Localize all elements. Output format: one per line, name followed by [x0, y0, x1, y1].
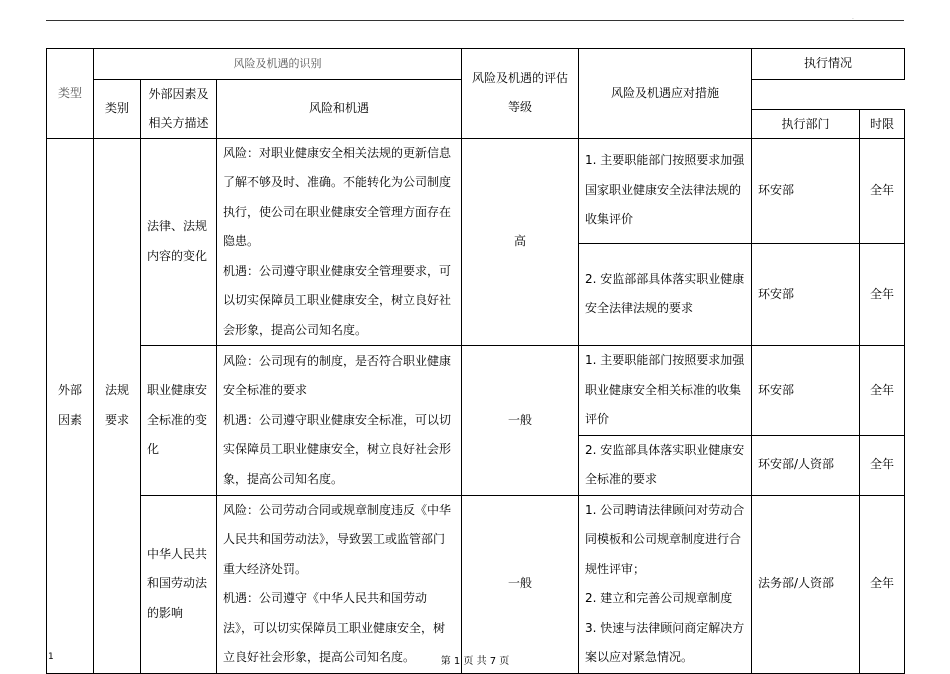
header-risk-opportunity: 风险和机遇: [217, 79, 462, 138]
deadline-cell: 全年: [860, 346, 905, 436]
factor-cell: 职业健康安全标准的变化: [141, 346, 217, 496]
measure-cell: 2. 安监部部具体落实职业健康安全法律法规的要求: [579, 243, 752, 345]
deadline-cell: 全年: [860, 138, 905, 243]
exec-dept-cell: 环安部: [752, 243, 860, 345]
page-number: 第 1 页 共 7 页: [440, 656, 510, 667]
risk-text: 风险：公司劳动合同或规章制度违反《中华人民共和国劳动法》，导致罢工或监管部门重大经济处罚。: [223, 502, 452, 576]
header-deadline: 时限: [860, 109, 905, 138]
opportunity-text: 机遇：公司遵守职业健康安全管理要求，可以切实保障员工职业健康安全，树立良好社会形象，提高公司知名度。: [223, 263, 452, 337]
exec-dept-cell: 环安部: [752, 138, 860, 243]
evaluation-level: 高: [462, 138, 579, 346]
measure-line: 3. 快速与法律顾问商定解决方案以应对紧急情况。: [585, 620, 745, 664]
table-row: [47, 346, 905, 436]
exec-dept-cell: 法务部/人资部: [752, 495, 860, 673]
exec-dept-cell: 环安部/人资部: [752, 435, 860, 495]
risk-opportunity-table: [46, 48, 905, 674]
measure-cell: 1. 主要职能部门按照要求加强职业健康安全相关标准的收集评价: [579, 346, 752, 436]
measure-cell: 1. 主要职能部门按照要求加强国家职业健康安全法律法规的收集评价: [579, 138, 752, 243]
risk-text: 风险：公司现有的制度，是否符合职业健康安全标准的要求: [223, 353, 452, 397]
header-identification: 风险及机遇的识别: [94, 49, 462, 80]
opportunity-text: 机遇：公司遵守《中华人民共和国劳动法》，可以切实保障员工职业健康安全，树立良好社会形象，提高公司知名度。: [223, 591, 446, 664]
risk-opportunity-cell: [217, 495, 462, 673]
footer-left-mark: 1: [48, 652, 54, 662]
factor-cell: 法律、法规内容的变化: [141, 138, 217, 346]
evaluation-level: 一般: [462, 346, 579, 496]
top-rule: [46, 20, 904, 21]
deadline-cell: 全年: [860, 495, 905, 673]
header-external-factor: 外部因素及相关方描述: [141, 79, 217, 138]
table-row: [47, 495, 905, 673]
factor-cell: 中华人民共和国劳动法的影响: [141, 495, 217, 673]
header-category: 类别: [94, 79, 141, 138]
category-cell: 法规要求: [94, 138, 141, 673]
measure-line: 1. 公司聘请法律顾问对劳动合同模板和公司规章制度进行合规性评审；: [585, 502, 745, 576]
deadline-cell: 全年: [860, 243, 905, 345]
risk-text: 风险：对职业健康安全相关法规的更新信息了解不够及时、准确。不能转化为公司制度执行，使公司在职业健康安全管理方面存在隐患。: [223, 145, 452, 248]
header-exec-dept: 执行部门: [752, 109, 860, 138]
exec-dept-cell: 环安部: [752, 346, 860, 436]
deadline-cell: 全年: [860, 435, 905, 495]
risk-opportunity-cell: [217, 138, 462, 346]
risk-opportunity-cell: [217, 346, 462, 496]
header-execution: 执行情况: [752, 49, 905, 80]
opportunity-text: 机遇：公司遵守职业健康安全标准，可以切实保障员工职业健康安全，树立良好社会形象，提高公司知名度。: [223, 412, 452, 486]
header-measures: 风险及机遇应对措施: [579, 49, 752, 139]
measure-cell: [579, 495, 752, 673]
header-evaluation: 风险及机遇的评估等级: [462, 49, 579, 139]
type-cell: 外部因素: [47, 138, 94, 673]
table-row: [47, 138, 905, 243]
measure-cell: 2. 安监部具体落实职业健康安全标准的要求: [579, 435, 752, 495]
corner-mark: .: [852, 14, 854, 21]
evaluation-level: 一般: [462, 495, 579, 673]
header-type: 类型: [47, 49, 94, 139]
measure-line: 2. 建立和完善公司规章制度: [585, 591, 733, 605]
